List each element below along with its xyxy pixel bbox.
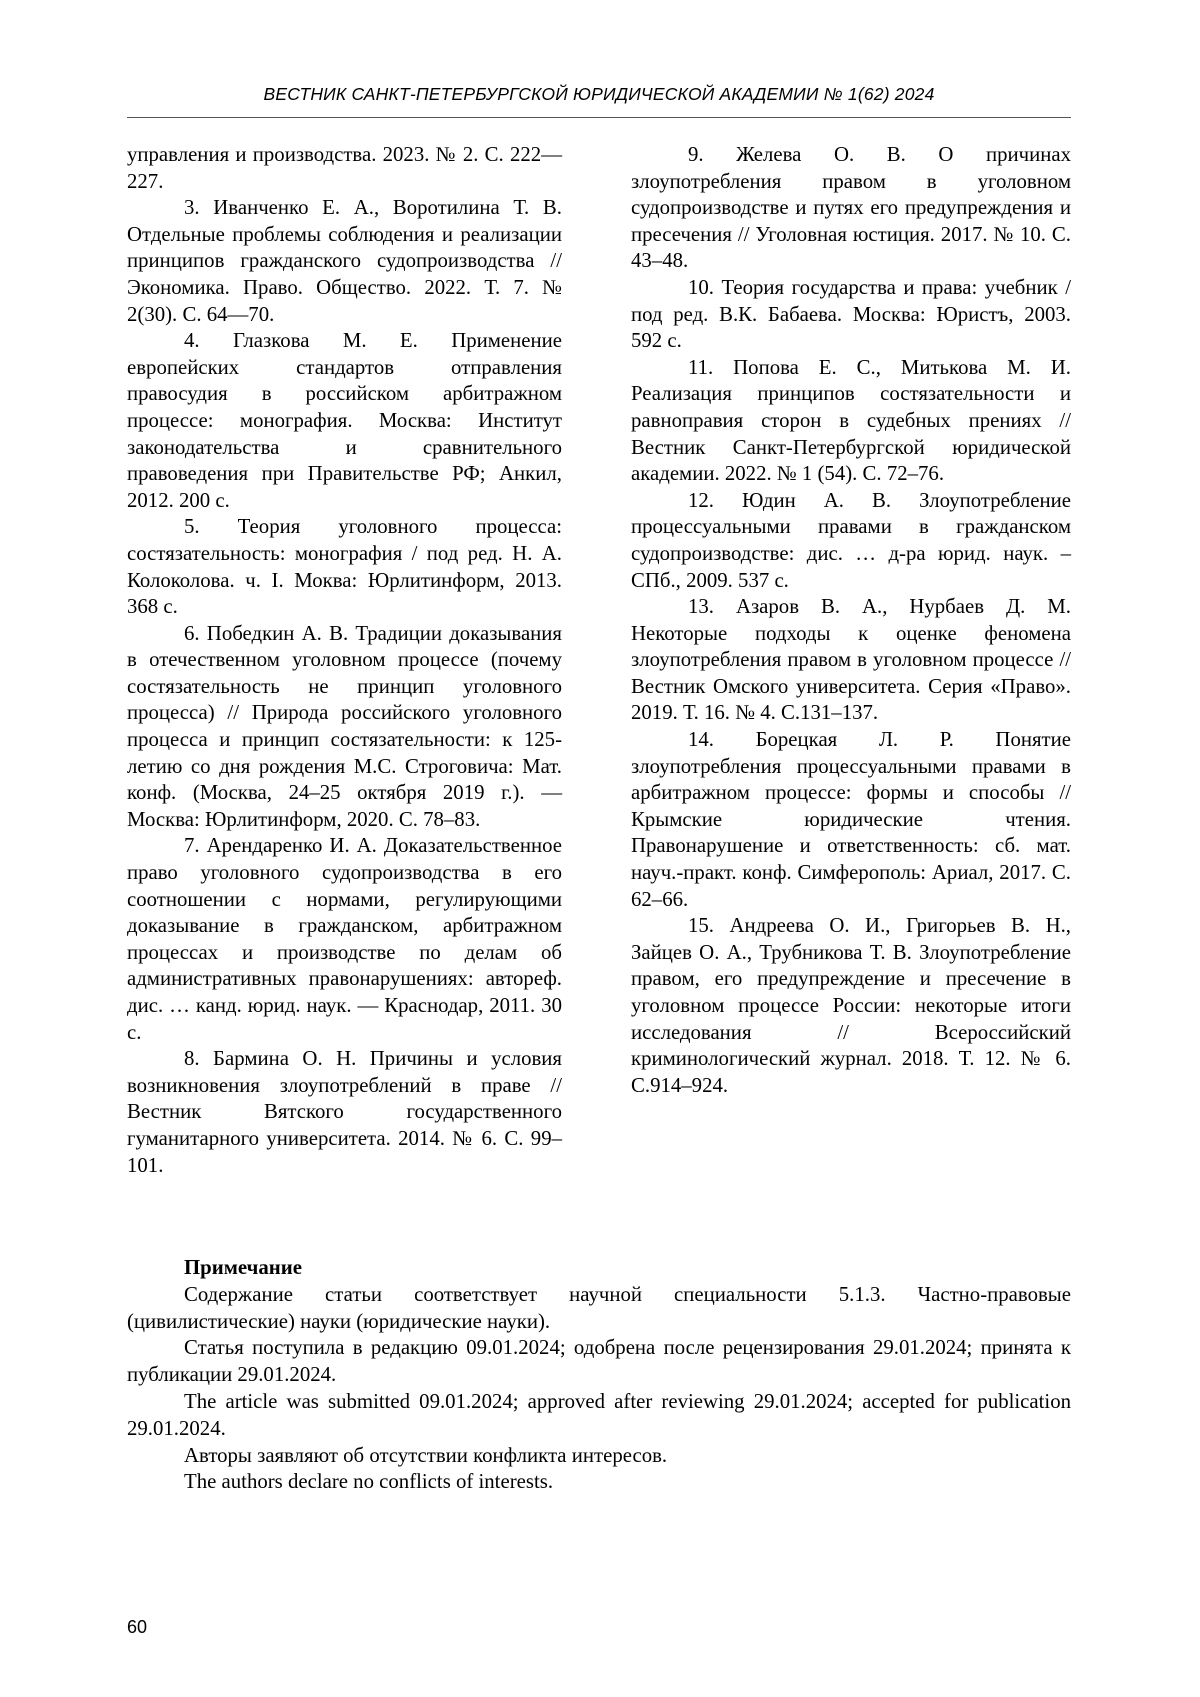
note-dates-en: The article was submitted 09.01.2024; approved after reviewing 29.01.2024; accepted for publication 29.01.2024. xyxy=(127,1389,1071,1440)
header-rule xyxy=(127,117,1071,118)
reference-item: 14. Борецкая Л. Р. Понятие злоупотребления процессуальными правами в арбитражном процессе: формы и способы // Крымские юридические чтения. Правонарушение и ответственность: сб. мат. науч.-практ. конф. Симферополь: Ариал, 2017. С. 62–66. xyxy=(631,728,1071,911)
reference-item: 4. Глазкова М. Е. Применение европейских стандартов отправления правосудия в российском арбитражном процессе: монография. Москва: Институт законодательства и сравнительного правоведения при Правительстве РФ; Анкил, 2012. 200 с. xyxy=(127,329,562,512)
reference-item: 12. Юдин А. В. Злоупотребление процессуальными правами в гражданском судопроизводстве: дис. … д-ра юрид. наук. – СПб., 2009. 537 с. xyxy=(631,488,1071,592)
note-dates-ru: Статья поступила в редакцию 09.01.2024; одобрена после рецензирования 29.01.2024; принята к публикации 29.01.2024. xyxy=(127,1336,1071,1387)
reference-item: 7. Арендаренко И. А. Доказательственное право уголовного судопроизводства в его соотношении с нормами, регулирующими доказывание в гражданском, арбитражном процессах и производстве по делам об административных правонарушениях: автореф. дис. … канд. юрид. наук. — Краснодар, 2011. 30 с. xyxy=(127,834,562,1044)
reference-item: 6. Победкин А. В. Традиции доказывания в отечественном уголовном процессе (почему состязательность не принцип уголовного процесса) // Природа российского уголовного процесса и принцип состязательности: к 125-летию со дня рождения М.С. Строговича: Мат. конф. (Москва, 24–25 октября 2019 г.). — Москва: Юрлитинформ, 2020. С. 78–83. xyxy=(127,621,562,831)
note-title: Примечание xyxy=(184,1256,302,1279)
running-head: ВЕСТНИК САНКТ-ПЕТЕРБУРГСКОЙ ЮРИДИЧЕСКОЙ АКАДЕМИИ № 1(62) 2024 xyxy=(263,84,935,104)
reference-item: 11. Попова Е. С., Митькова М. И. Реализация принципов состязательности и равноправия сторон в судебных прениях // Вестник Санкт-Петербургской юридической академии. 2022. № 1 (54). С. 72–76. xyxy=(631,355,1071,486)
note-specialty: Содержание статьи соответствует научной специальности 5.1.3. Частно-правовые (цивилистические) науки (юридические науки). xyxy=(127,1282,1071,1333)
references-right-column xyxy=(631,142,1071,1099)
reference-item: 9. Желева О. В. О причинах злоупотребления правом в уголовном судопроизводстве и путях его предупреждения и пресечения // Уголовная юстиция. 2017. № 10. С. 43–48. xyxy=(631,143,1071,273)
reference-item: 5. Теория уголовного процесса: состязательность: монография / под ред. Н. А. Колоколова. ч. I. Моква: Юрлитинформ, 2013. 368 с. xyxy=(127,515,562,619)
references-left-column xyxy=(127,142,562,1179)
reference-item: 15. Андреева О. И., Григорьев В. Н., Зайцев О. А., Трубникова Т. В. Злоупотребление правом, его предупреждение и пресечение в уголовном процессе России: некоторые итоги исследования // Всероссийский криминологический журнал. 2018. Т. 12. № 6. С.914–924. xyxy=(631,914,1071,1097)
page-number: 60 xyxy=(127,1617,148,1637)
reference-item: 13. Азаров В. А., Нурбаев Д. М. Некоторые подходы к оценке феномена злоупотребления правом в уголовном процессе // Вестник Омского университета. Серия «Право». 2019. Т. 16. № 4. С.131–137. xyxy=(631,595,1071,725)
article-note xyxy=(127,1255,1071,1496)
note-conflict-ru: Авторы заявляют об отсутствии конфликта интересов. xyxy=(184,1443,668,1467)
reference-item: 10. Теория государства и права: учебник / под ред. В.К. Бабаева. Москва: Юристъ, 2003. 592 с. xyxy=(631,275,1071,353)
note-conflict-en: The authors declare no conflicts of interests. xyxy=(184,1470,554,1494)
reference-item: 8. Бармина О. Н. Причины и условия возникновения злоупотреблений в праве // Вестник Вятского государственного гуманитарного университета. 2014. № 6. С. 99–101. xyxy=(127,1047,562,1177)
reference-item: управления и производства. 2023. № 2. С. 222—227. xyxy=(127,143,562,193)
reference-item: 3. Иванченко Е. А., Воротилина Т. В. Отдельные проблемы соблюдения и реализации принципов гражданского судопроизводства // Экономика. Право. Общество. 2022. Т. 7. № 2(30). С. 64—70. xyxy=(127,196,562,326)
